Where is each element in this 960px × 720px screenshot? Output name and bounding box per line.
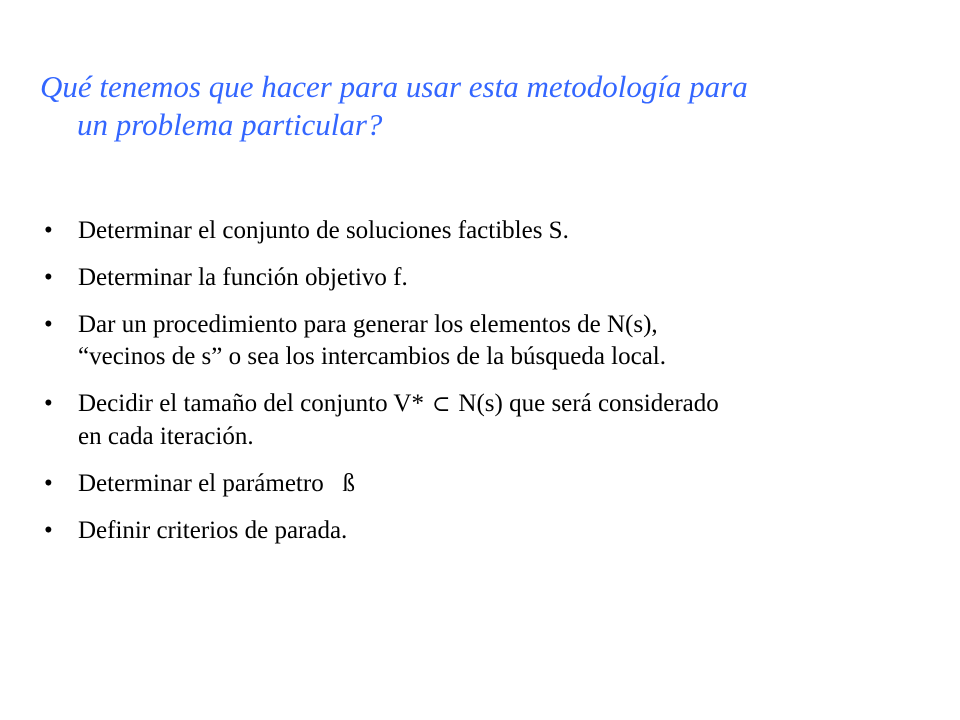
bullet-text-line-1: Dar un procedimiento para generar los elementos de N(s), — [78, 311, 658, 338]
slide-title — [40, 68, 957, 144]
bullet-item-stopping-criteria — [44, 515, 924, 547]
bullet-item-objective-function — [44, 262, 924, 294]
bullet-text: Determinar la función objetivo f. — [78, 264, 408, 291]
bullet-item-neighborhood-procedure — [44, 309, 924, 373]
subset-symbol: ⊂ — [431, 392, 451, 417]
bullet-text-line-2: “vecinos de s” o sea los intercambios de la búsqueda local. — [78, 343, 667, 370]
title-line-1: Qué tenemos que hacer para usar esta metodología para — [40, 69, 748, 104]
bullet-text: Determinar el conjunto de soluciones factibles S. — [78, 217, 569, 244]
bullet-text: Definir criterios de parada. — [78, 517, 348, 544]
bullet-list — [44, 215, 924, 562]
bullet-text-line-1 — [78, 388, 924, 421]
bullet-icon: • — [44, 390, 53, 417]
bullet-item-parameter — [44, 468, 924, 500]
bullet-icon: • — [44, 311, 53, 338]
bullet-item-subset-size — [44, 388, 924, 453]
bullet-text-post: N(s) que será considerado — [458, 390, 719, 417]
bullet-item-feasible-solutions — [44, 215, 924, 247]
bullet-icon: • — [44, 470, 53, 497]
bullet-icon: • — [44, 264, 53, 291]
bullet-text-line-2: en cada iteración. — [78, 423, 254, 450]
bullet-icon: • — [44, 517, 53, 544]
title-line-2: un problema particular? — [77, 107, 383, 142]
bullet-text: Determinar el parámetro ß — [78, 470, 355, 497]
bullet-icon: • — [44, 217, 53, 244]
bullet-text-pre: Decidir el tamaño del conjunto V* — [78, 390, 424, 417]
